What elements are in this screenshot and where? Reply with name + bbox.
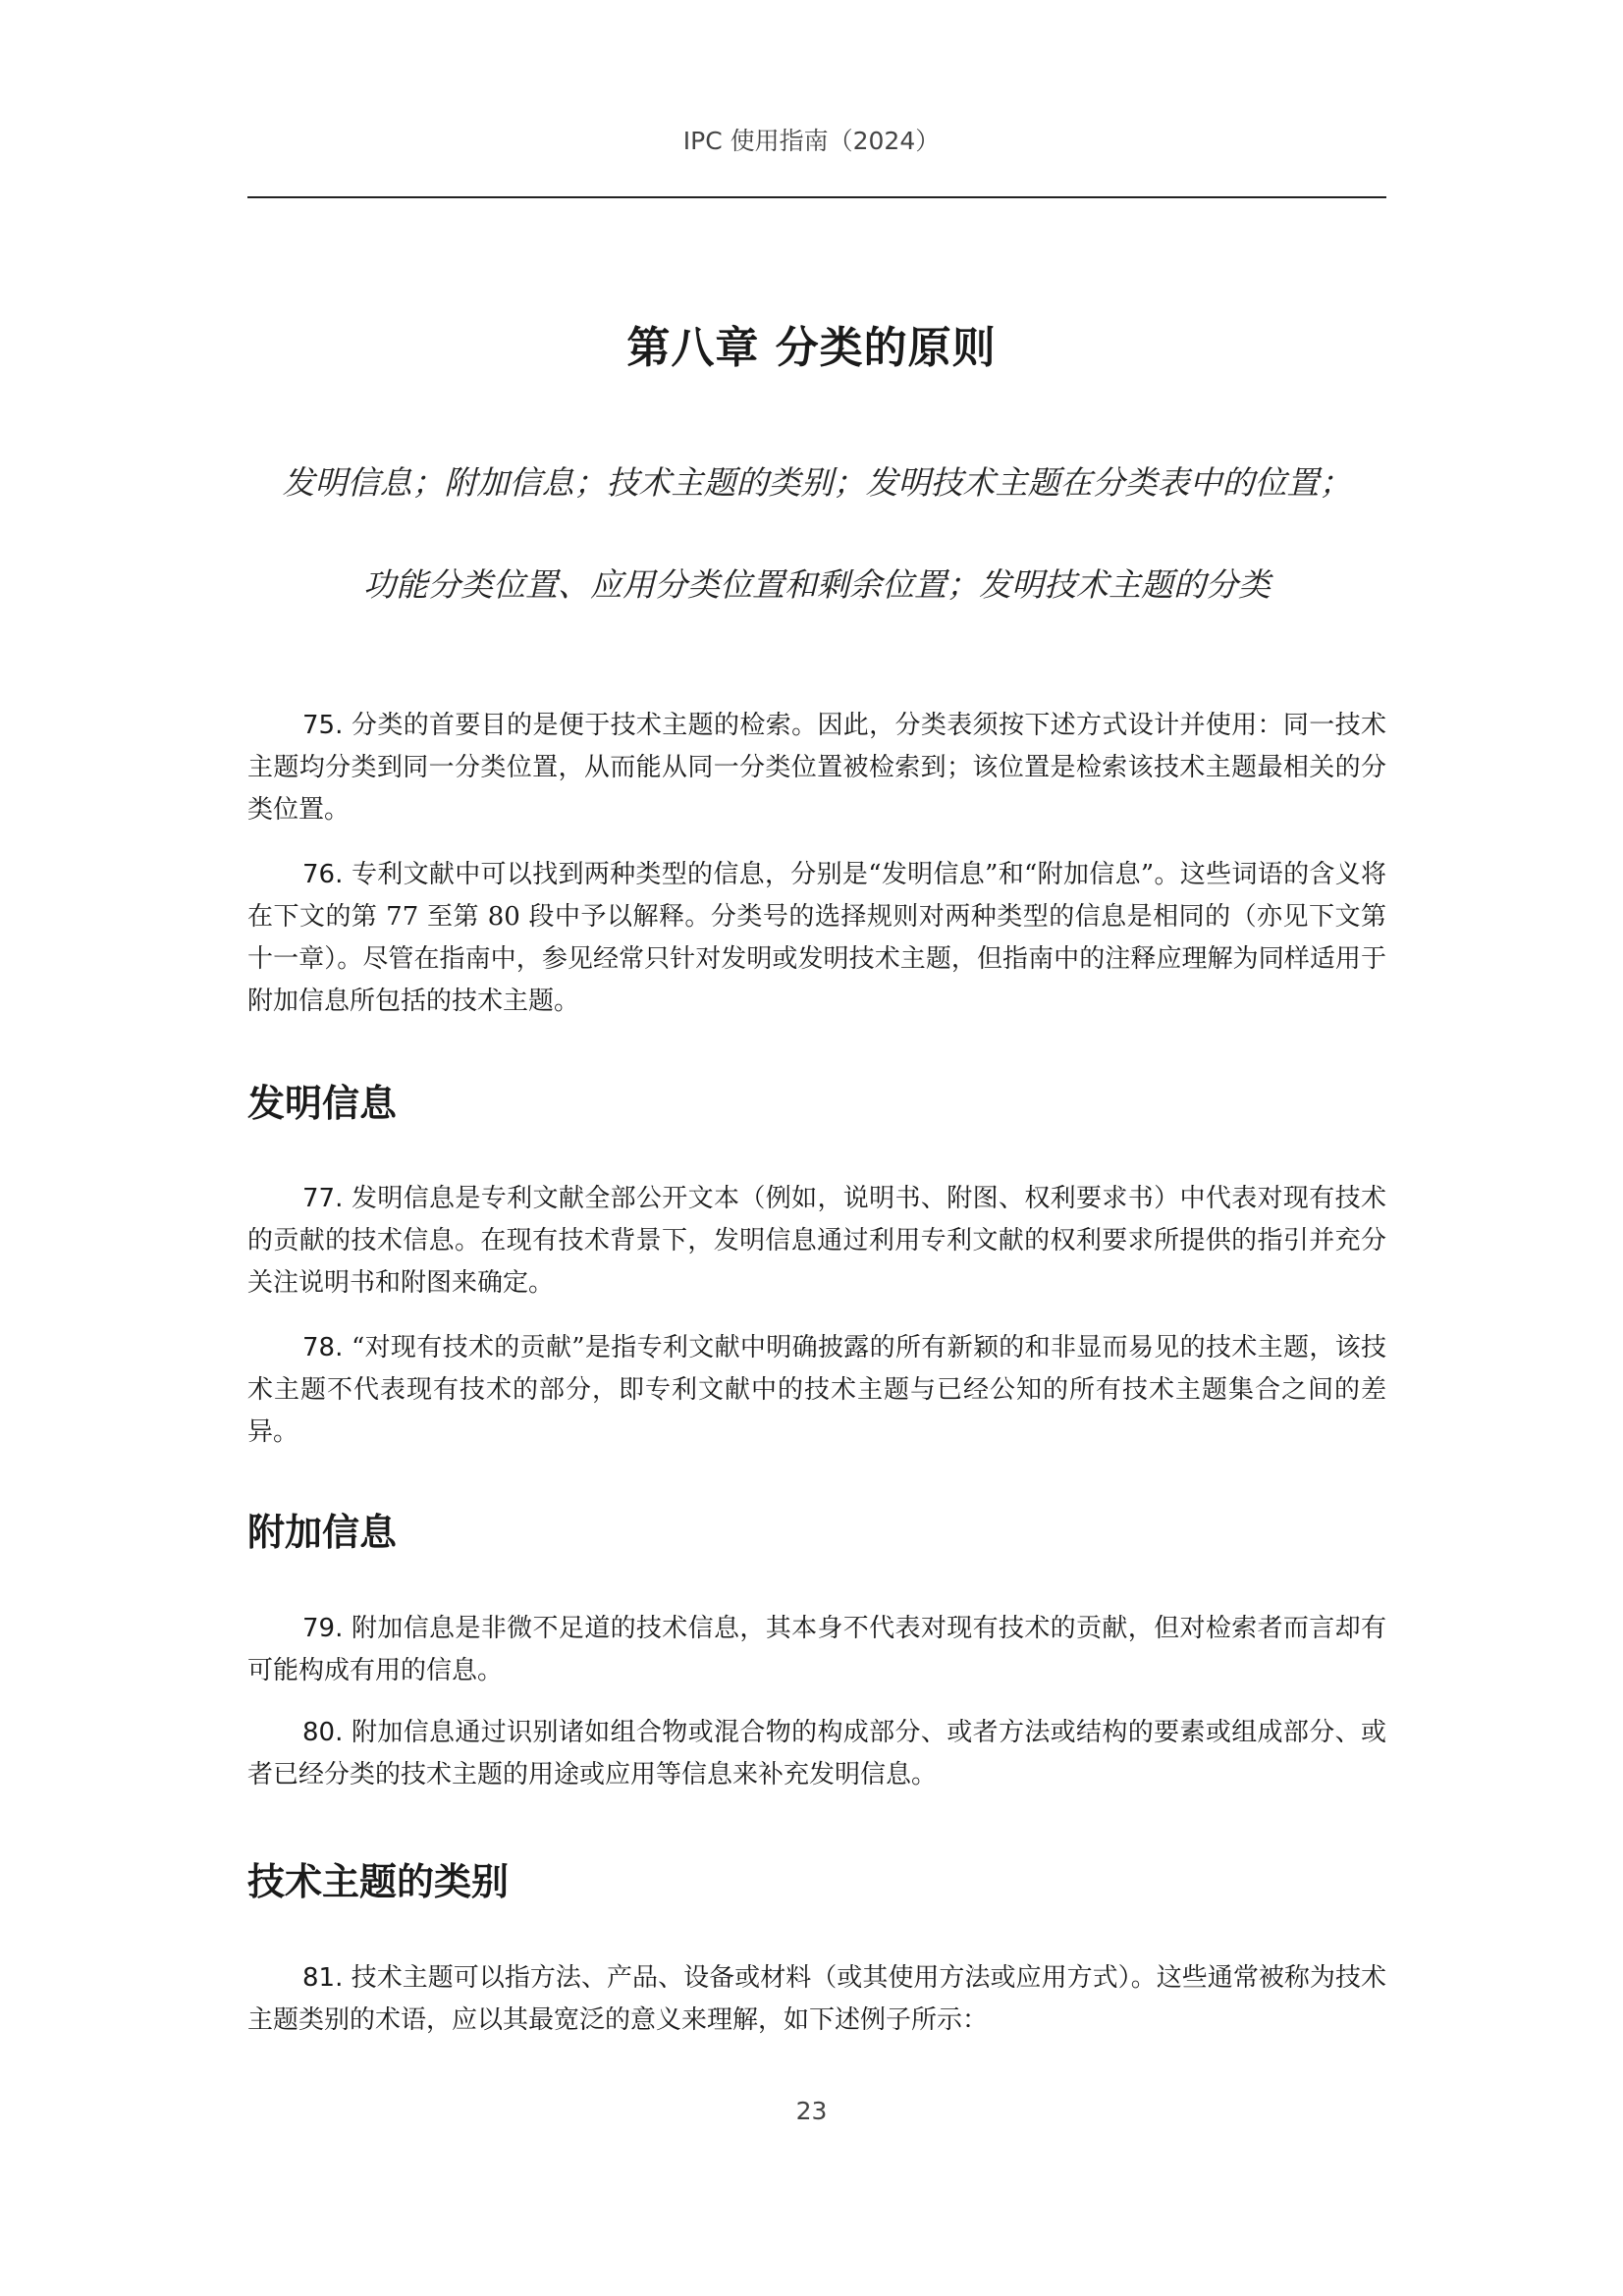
chapter-title: 第八章 分类的原则 xyxy=(626,323,997,373)
page-number: 23 xyxy=(795,2097,828,2125)
chapter-keywords-line-1: 发明信息；附加信息；技术主题的类别；发明技术主题在分类表中的位置； xyxy=(282,463,1352,502)
paragraph-number: 80. xyxy=(302,1718,344,1747)
paragraph-number: 79. xyxy=(302,1614,344,1643)
paragraph-number: 78. xyxy=(302,1333,344,1362)
paragraph-number: 81. xyxy=(302,1963,344,1993)
paragraph-78 xyxy=(247,1327,1386,1454)
paragraph-81 xyxy=(247,1957,1386,2042)
paragraph-text: 附加信息通过识别诸如组合物或混合物的构成部分、或者方法或结构的要素或组成部分、或者已经分类的技术主题的用途或应用等信息来补充发明信息。 xyxy=(247,1718,1386,1789)
paragraph-text: 技术主题可以指方法、产品、设备或材料（或其使用方法或应用方式）。这些通常被称为技术主题类别的术语，应以其最宽泛的意义来理解，如下述例子所示： xyxy=(247,1963,1386,2035)
paragraph-75 xyxy=(247,705,1386,831)
paragraph-text: 发明信息是专利文献全部公开文本（例如，说明书、附图、权利要求书）中代表对现有技术的贡献的技术信息。在现有技术背景下，发明信息通过利用专利文献的权利要求所提供的指引并充分关注说明书和附图来确定。 xyxy=(247,1184,1386,1298)
header-divider xyxy=(247,196,1386,198)
paragraph-77 xyxy=(247,1178,1386,1305)
section-heading-subject-categories: 技术主题的类别 xyxy=(247,1860,510,1903)
paragraph-number: 75. xyxy=(302,711,344,740)
section-heading-invention-info: 发明信息 xyxy=(247,1082,398,1125)
paragraph-text: 专利文献中可以找到两种类型的信息，分别是“发明信息”和“附加信息”。这些词语的含义将在下文的第 77 至第 80 段中予以解释。分类号的选择规则对两种类型的信息是相同的（亦见下文第十一章）。尽管在指南中，参见经常只针对发明或发明技术主题，但指南中的注释应理解为同样适用于附加信息所包括的技术主题。 xyxy=(247,860,1387,1016)
paragraph-text: 附加信息是非微不足道的技术信息，其本身不代表对现有技术的贡献，但对检索者而言却有可能构成有用的信息。 xyxy=(247,1614,1386,1685)
paragraph-80 xyxy=(247,1712,1386,1796)
paragraph-number: 77. xyxy=(302,1184,344,1213)
paragraph-text: “对现有技术的贡献”是指专利文献中明确披露的所有新颖的和非显而易见的技术主题，该技术主题不代表现有技术的部分，即专利文献中的技术主题与已经公知的所有技术主题集合之间的差异。 xyxy=(247,1333,1386,1447)
paragraph-76 xyxy=(247,854,1386,1023)
running-header: IPC 使用指南（2024） xyxy=(682,127,941,155)
paragraph-number: 76. xyxy=(302,860,344,889)
chapter-keywords-line-2: 功能分类位置、应用分类位置和剩余位置；发明技术主题的分类 xyxy=(363,565,1271,604)
paragraph-79 xyxy=(247,1608,1386,1692)
paragraph-text: 分类的首要目的是便于技术主题的检索。因此，分类表须按下述方式设计并使用：同一技术主题均分类到同一分类位置，从而能从同一分类位置被检索到；该位置是检索该技术主题最相关的分类位置。 xyxy=(247,711,1386,825)
section-heading-additional-info: 附加信息 xyxy=(247,1511,398,1554)
